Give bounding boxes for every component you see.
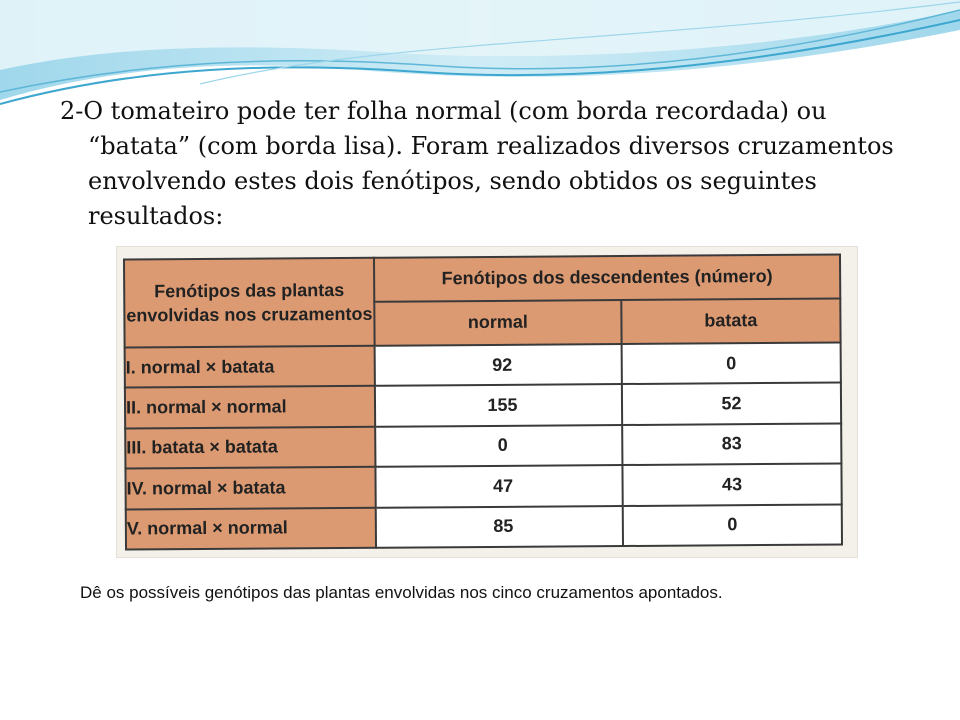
- table-row: [125, 464, 841, 509]
- table-row: [126, 504, 842, 549]
- table-row: [125, 383, 841, 428]
- count-normal: 85: [376, 506, 623, 548]
- cross-label: II. normal × normal: [125, 386, 375, 428]
- count-normal: 47: [375, 465, 622, 507]
- count-normal: 155: [375, 384, 622, 426]
- header-parent-phenotypes: Fenótipos das plantas envolvidas nos cruzamentos: [124, 258, 375, 348]
- table-row: [125, 423, 841, 468]
- cross-label: III. batata × batata: [125, 426, 375, 468]
- cross-label: I. normal × batata: [125, 346, 375, 388]
- table-row: [125, 342, 841, 387]
- header-batata: batata: [621, 298, 840, 343]
- count-batata: 52: [622, 383, 841, 425]
- header-offspring-phenotypes: Fenótipos dos descendentes (número): [374, 255, 840, 302]
- count-normal: 0: [375, 425, 622, 467]
- count-batata: 0: [623, 504, 842, 546]
- phenotype-table: [123, 253, 843, 550]
- question-title: 2-O tomateiro pode ter folha normal (com borda recordada) ou “batata” (com borda lisa). Foram realizados diversos cruzamentos envolvendo estes dois fenótipos, sendo obtidos os seguintes resultados:: [60, 97, 894, 230]
- table-header-row: [124, 255, 840, 304]
- count-normal: 92: [375, 344, 622, 386]
- cross-label: IV. normal × batata: [125, 467, 375, 509]
- header-normal: normal: [374, 300, 621, 346]
- count-batata: 83: [622, 423, 841, 465]
- count-batata: 43: [622, 464, 841, 506]
- cross-label: V. normal × normal: [126, 507, 376, 549]
- count-batata: 0: [622, 342, 841, 384]
- question-text: Dê os possíveis genótipos das plantas envolvidas nos cinco cruzamentos apontados.: [80, 583, 723, 602]
